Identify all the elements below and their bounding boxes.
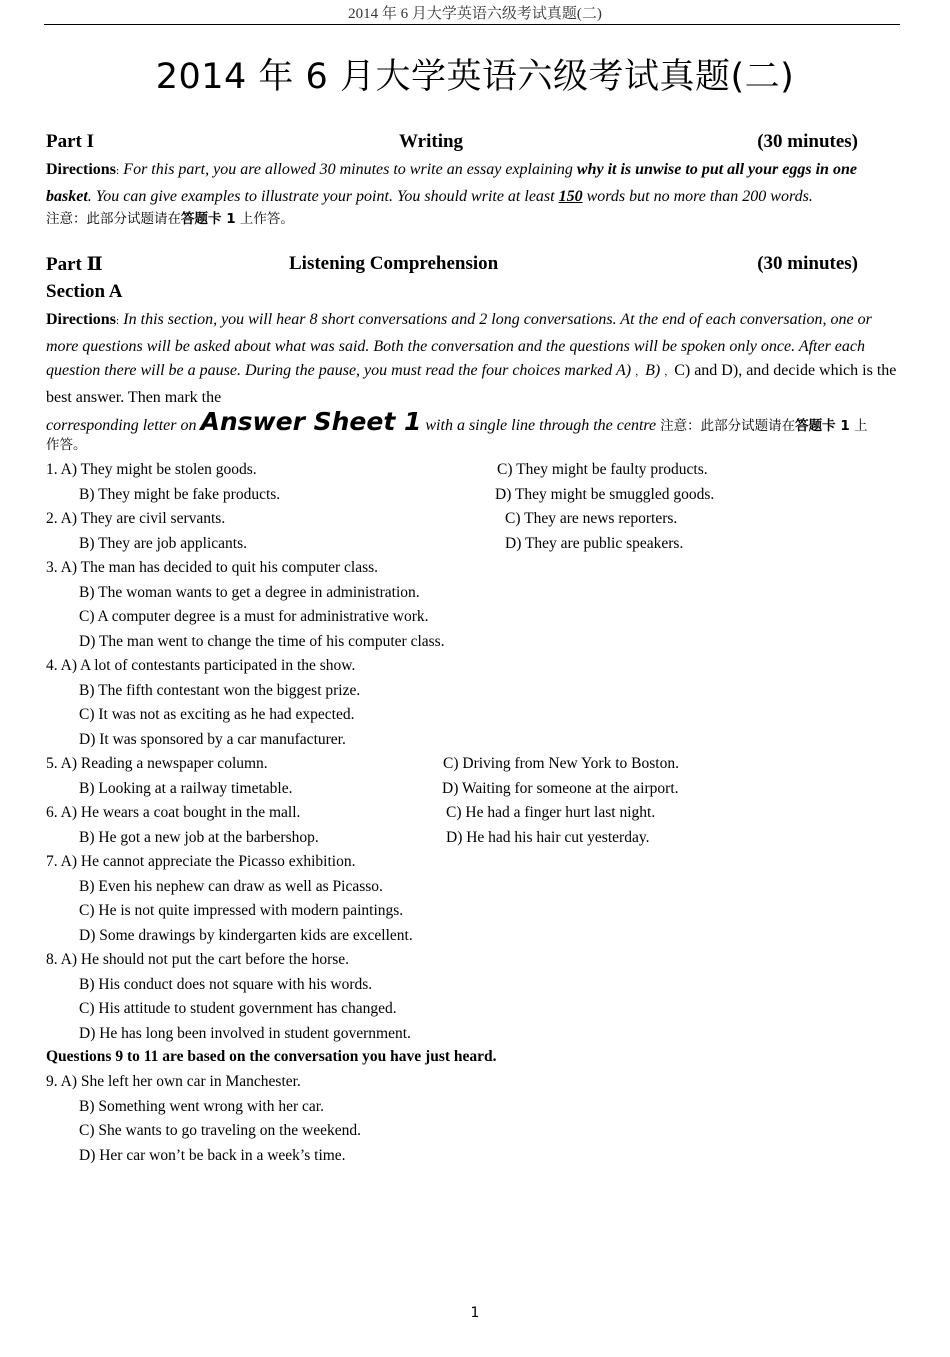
q3-option-a: 3. A) The man has decided to quit his computer class. [46,559,379,576]
directions-label: Directions [46,161,116,178]
q8-option-a: 8. A) He should not put the cart before the horse. [46,951,350,968]
q9-option-d: D) Her car won’t be back in a week’s time. [79,1147,346,1164]
part2-heading-row [46,253,858,279]
part1-title: Writing [399,131,464,152]
q1-option-d: D) They might be smuggled goods. [495,486,715,503]
q4-option-d: D) It was sponsored by a car manufacturer. [79,731,346,748]
q6-option-d: D) He had his hair cut yesterday. [446,829,650,846]
running-header: 2014 年 6 月大学英语六级考试真题(二) [348,6,602,22]
min-word-count: 150 [558,187,583,205]
part1-directions: Directions: For this part, you are allowed 30 minutes to write an essay explaining why it is unwise to put all your eggs in one basket. You can give examples to illustrate your point. You should write at least 150 words but no more than 200 words. [46,161,857,205]
q7-option-b: B) Even his nephew can draw as well as Picasso. [79,878,383,895]
q5-option-a: 5. A) Reading a newspaper column. [46,755,268,772]
q7-option-a: 7. A) He cannot appreciate the Picasso exhibition. [46,853,356,870]
q3-option-b: B) The woman wants to get a degree in administration. [79,584,420,601]
q6-option-a: 6. A) He wears a coat bought in the mall. [46,804,301,821]
q9-option-a: 9. A) She left her own car in Manchester. [46,1073,301,1090]
section-a-heading: Section A [46,281,123,302]
q3-option-c: C) A computer degree is a must for administrative work. [79,608,429,625]
part2-label: Part Ⅱ [46,254,103,275]
q4-option-c: C) It was not as exciting as he had expected. [79,706,355,723]
part1-label: Part I [46,131,95,152]
q5-option-b: B) Looking at a railway timetable. [79,780,293,797]
q4-option-a: 4. A) A lot of contestants participated in the show. [46,657,356,674]
q2-option-b: B) They are job applicants. [79,535,248,552]
q2-option-d: D) They are public speakers. [505,535,684,552]
part2-answer-note-cont: 作答。 [46,437,87,453]
directions-label: Directions [46,311,116,328]
q1-option-c: C) They might be faulty products. [497,461,708,478]
part2-title: Listening Comprehension [289,253,499,274]
q4-option-b: B) The fifth contestant won the biggest prize. [79,682,361,699]
answer-sheet-label: Answer Sheet 1 [200,407,422,437]
part2-time: (30 minutes) [757,253,858,274]
page-number: 1 [470,1305,480,1321]
q8-option-c: C) His attitude to student government has changed. [79,1000,397,1017]
q3-option-d: D) The man went to change the time of his computer class. [79,633,445,650]
q2-option-a: 2. A) They are civil servants. [46,510,226,527]
q1-option-a: 1. A) They might be stolen goods. [46,461,257,478]
page-title: 2014 年 6 月大学英语六级考试真题(二) [155,57,795,97]
q6-option-c: C) He had a finger hurt last night. [446,804,656,821]
q7-option-c: C) He is not quite impressed with modern paintings. [79,902,404,919]
part1-time: (30 minutes) [757,131,858,152]
q9-option-b: B) Something went wrong with her car. [79,1098,324,1115]
essay-topic: why it is unwise to put all your eggs in one basket [46,161,857,205]
q2-option-c: C) They are news reporters. [505,510,678,527]
questions-9-11-note: Questions 9 to 11 are based on the conversation you have just heard. [46,1048,497,1065]
part2-directions: Directions: In this section, you will hear 8 short conversations and 2 long conversations. At the end of each conversation, one or more questions will be asked about what was said. Both the conversation and the questions will be spoken only once. After each question there will be a pause. During the pause, you must read the four choices marked A) ，B) ，C) and D), and decide which is the best answer. Then mark the corresponding letter on Answer Sheet 1 with a single line through the centre 注意：此部分试题请在答题卡 1 上 [46,311,897,437]
q7-option-d: D) Some drawings by kindergarten kids are excellent. [79,927,413,944]
part1-answer-note: 注意：此部分试题请在答题卡 1 上作答。 [46,211,294,227]
q6-option-b: B) He got a new job at the barbershop. [79,829,319,846]
q9-option-c: C) She wants to go traveling on the weekend. [79,1122,361,1139]
q1-option-b: B) They might be fake products. [79,486,281,503]
q8-option-b: B) His conduct does not square with his words. [79,976,373,993]
header-rule [44,24,900,25]
q5-option-d: D) Waiting for someone at the airport. [442,780,679,797]
q8-option-d: D) He has long been involved in student government. [79,1025,411,1042]
part1-heading-row [46,131,858,157]
q5-option-c: C) Driving from New York to Boston. [443,755,679,772]
